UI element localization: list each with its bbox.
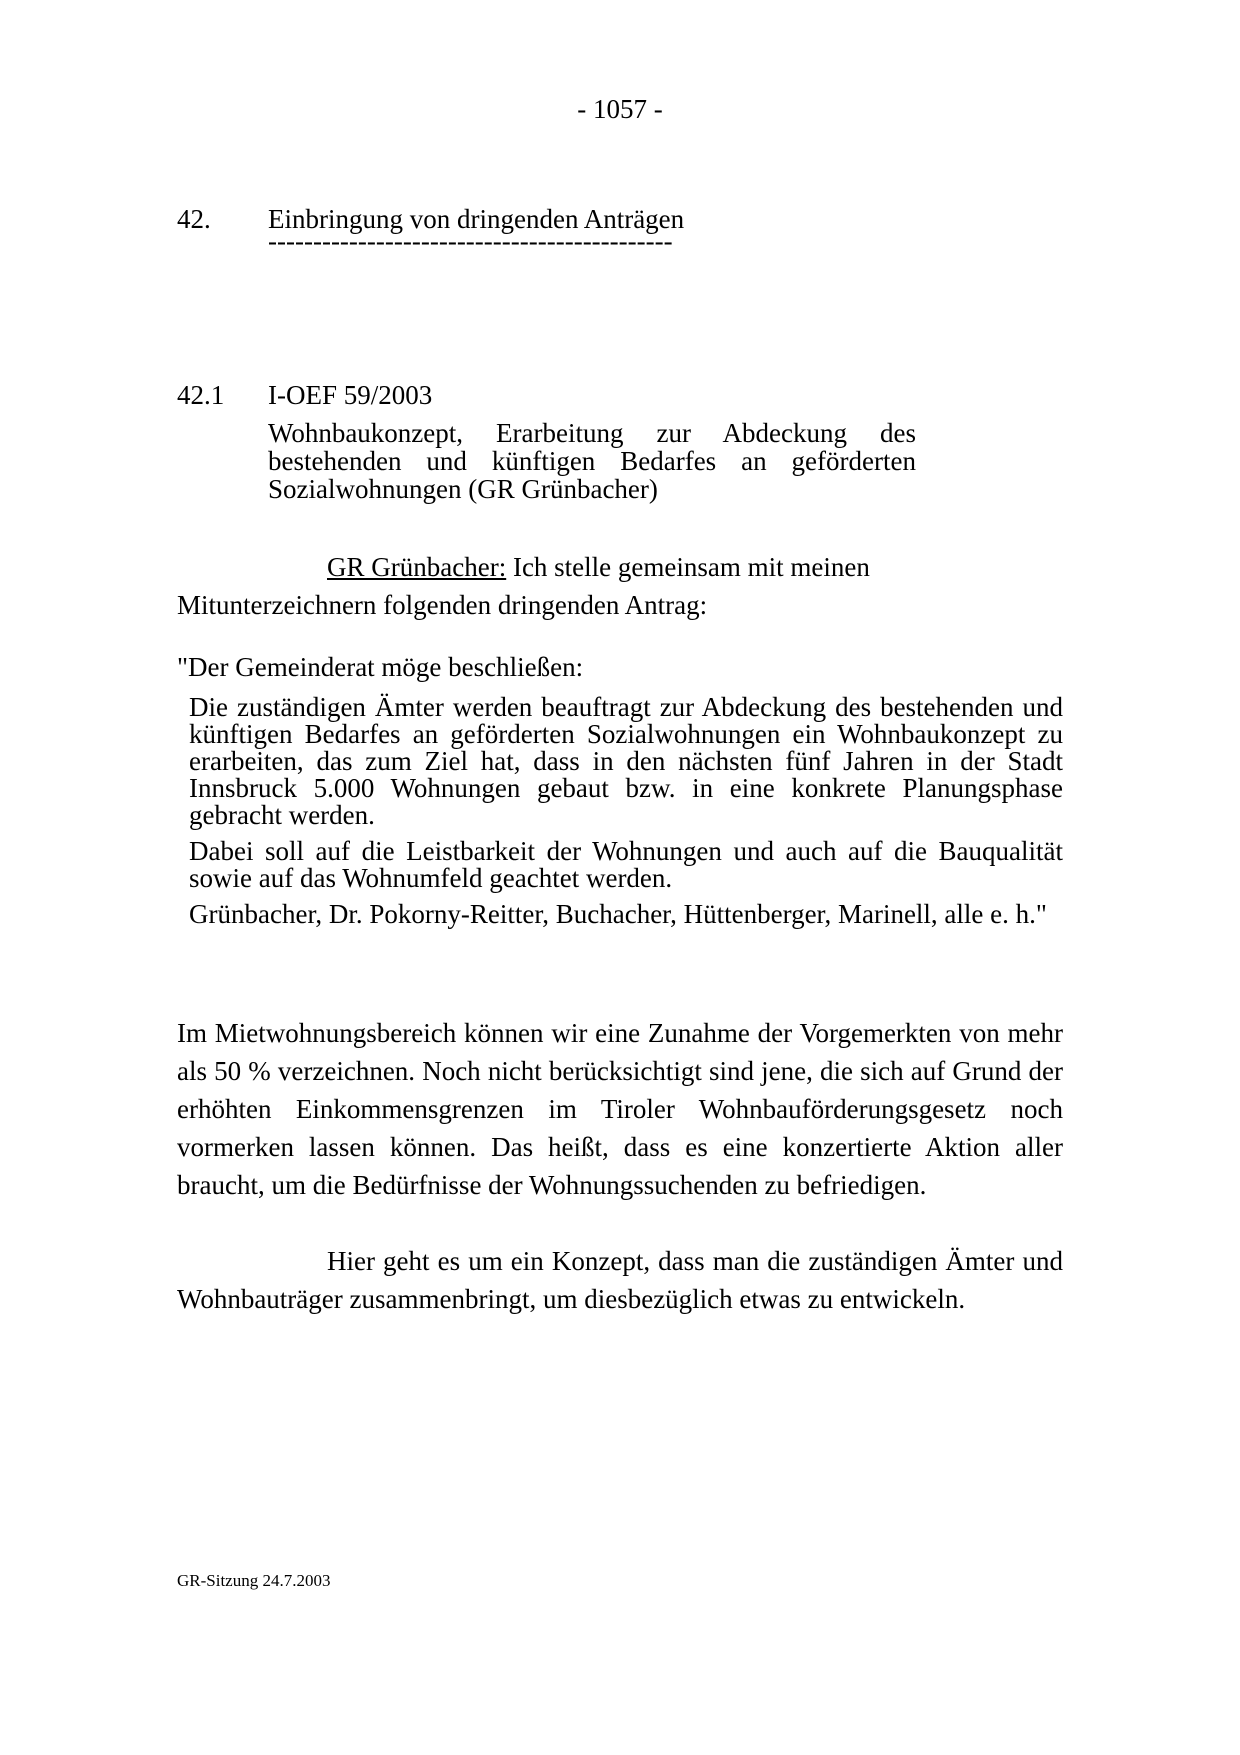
motion-text-block <box>189 694 1063 937</box>
speech-text: Ich stelle gemeinsam mit meinen Mitunterzeichnern folgenden dringenden Antrag: <box>177 552 870 620</box>
speaker-name: GR Grünbacher: <box>327 552 507 582</box>
speech-paragraph <box>177 548 1033 624</box>
body-paragraph: Hier geht es um ein Konzept, dass man die zuständigen Ämter und Wohnbauträger zusammenbringt, um diesbezüglich etwas zu entwickeln. <box>177 1246 1063 1314</box>
section-underline-rule: --------------------------------------------- <box>268 226 673 256</box>
motion-intro: "Der Gemeinderat möge beschließen: <box>177 652 584 682</box>
subsection-number: 42.1 <box>177 380 225 410</box>
subsection-description: Wohnbaukonzept, Erarbeitung zur Abdeckung des bestehenden und künftigen Bedarfes an geförderten Sozialwohnungen (GR Grünbacher) <box>268 418 916 504</box>
body-paragraph: Im Mietwohnungsbereich können wir eine Zunahme der Vorgemerkten von mehr als 50 % verzeichnen. Noch nicht berücksichtigt sind jene, die sich auf Grund der erhöhten Einkommensgrenzen im Tiroler Wohnbauförderungsgesetz noch vormerken lassen können. Das heißt, dass es eine konzertierte Aktion aller braucht, um die Bedürfnisse der Wohnungssuchenden zu befriedigen. <box>177 1018 1063 1200</box>
section-title: Einbringung von dringenden Anträgen <box>268 204 685 234</box>
page-number: - 1057 - <box>577 94 663 124</box>
motion-paragraph: Dabei soll auf die Leistbarkeit der Wohnungen und auch auf die Bauqualität sowie auf das Wohnumfeld geachtet werden. <box>189 836 1063 893</box>
page-footer: GR-Sitzung 24.7.2003 <box>177 1571 331 1590</box>
section-number: 42. <box>177 204 211 234</box>
motion-signatories: Grünbacher, Dr. Pokorny-Reitter, Buchacher, Hüttenberger, Marinell, alle e. h." <box>189 899 1047 929</box>
subsection-reference: I-OEF 59/2003 <box>268 380 433 410</box>
motion-paragraph: Die zuständigen Ämter werden beauftragt zur Abdeckung des bestehenden und künftigen Bedarfes an geförderten Sozialwohnungen ein Wohnbaukonzept zu erarbeiten, das zum Ziel hat, dass in den nächsten fünf Jahren in der Stadt Innsbruck 5.000 Wohnungen gebaut bzw. in eine konkrete Planungsphase gebracht werden. <box>189 692 1063 830</box>
